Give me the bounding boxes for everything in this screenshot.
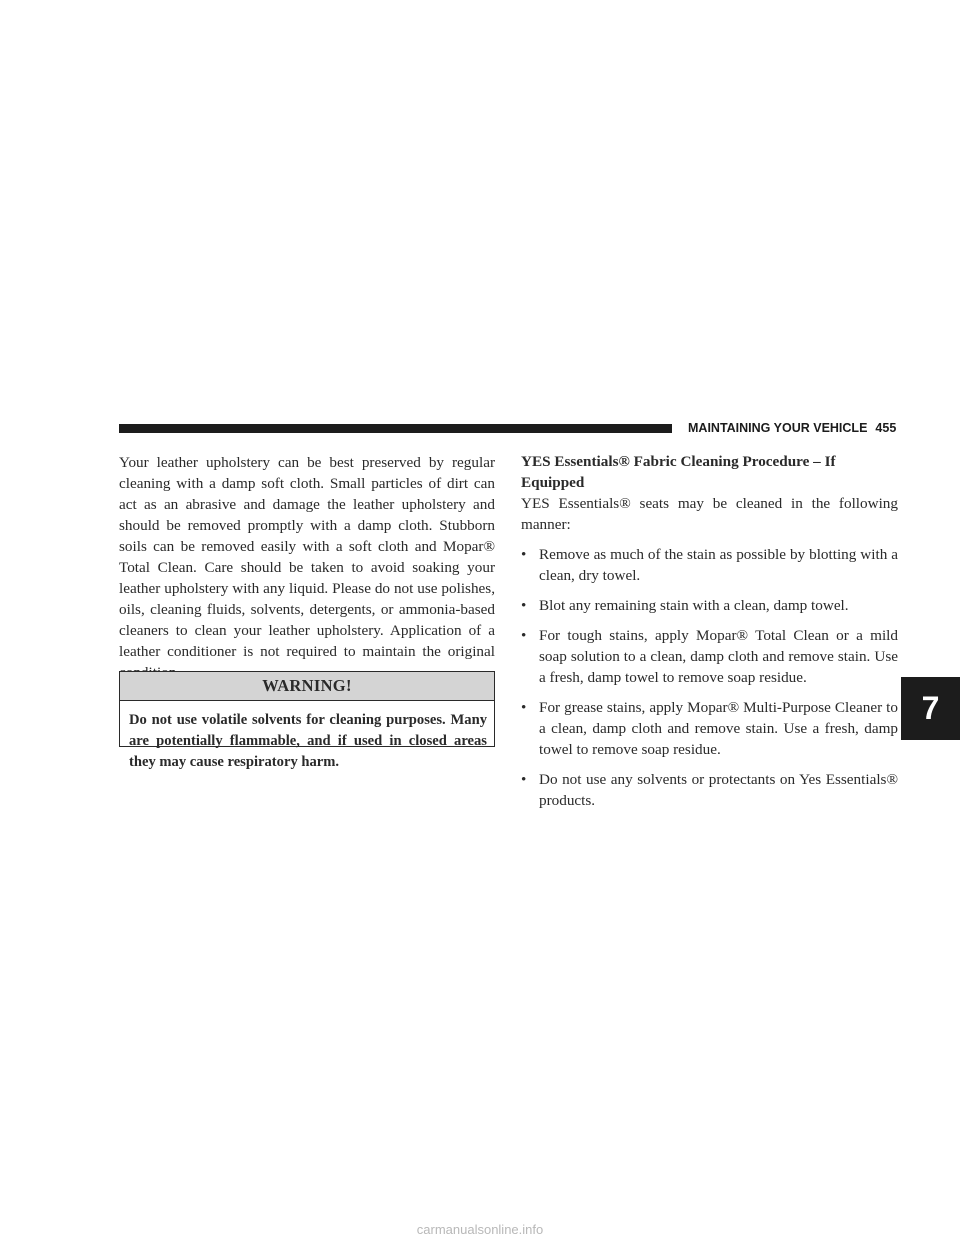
list-item — [521, 625, 898, 688]
bullet-glyph: • — [521, 546, 527, 563]
leather-care-paragraph: Your leather upholstery can be best preserved by regular cleaning with a damp soft cloth. Small particles of dirt can act as an abrasive and damage the leather upholstery and should be removed promptly with a damp cloth. Stubborn soils can be removed easily with a soft cloth and Mopar® Total Clean. Care should be taken to avoid soaking your leather upholstery with any liquid. Please do not use polishes, oils, cleaning fluids, solvents, detergents, or ammonia-based cleaners to clean your leather upholstery. Application of a leather conditioner is not required to maintain the original — [119, 454, 495, 660]
list-item-text: Remove as much of the stain as possible by blotting with a clean, dry towel. — [539, 546, 898, 584]
running-header — [688, 421, 908, 435]
section-heading: YES Essentials® Fabric Cleaning Procedure – If Equipped — [521, 453, 836, 491]
chapter-tab: 7 — [901, 677, 960, 740]
list-item-text: For tough stains, apply Mopar® Total Clean or a mild soap solution to a clean, damp cloth and remove stain. Use a fresh, damp towel to remove soap residue. — [539, 627, 898, 686]
watermark: carmanualsonline.info — [416, 1222, 544, 1237]
header-rule — [119, 424, 672, 433]
list-item-text: Blot any remaining stain with a clean, damp towel. — [539, 597, 849, 614]
list-item-text: For grease stains, apply Mopar® Multi-Purpose Cleaner to a clean, damp cloth and remove stain. Use a fresh, damp towel to remove soap residue. — [539, 699, 898, 758]
right-column — [521, 451, 898, 820]
page-number: 455 — [875, 421, 897, 435]
bullet-glyph: • — [521, 699, 527, 716]
list-item — [521, 769, 898, 811]
cleaning-steps-list — [521, 544, 898, 811]
bullet-glyph: • — [521, 771, 527, 788]
intro-paragraph: YES Essentials® seats may be cleaned in the following manner: — [521, 495, 898, 533]
bullet-glyph: • — [521, 597, 527, 614]
list-item-text: Do not use any solvents or protectants on Yes Essentials® products. — [539, 771, 898, 809]
warning-title: WARNING! — [119, 671, 495, 701]
left-column — [119, 452, 495, 683]
list-item — [521, 544, 898, 586]
list-item — [521, 697, 898, 760]
bullet-glyph: • — [521, 627, 527, 644]
section-title: MAINTAINING YOUR VEHICLE — [688, 421, 868, 435]
warning-text: Do not use volatile solvents for cleaning purposes. Many are potentially flammable, and if used in closed areas they may cause respiratory harm. — [129, 712, 487, 770]
list-item — [521, 595, 898, 616]
